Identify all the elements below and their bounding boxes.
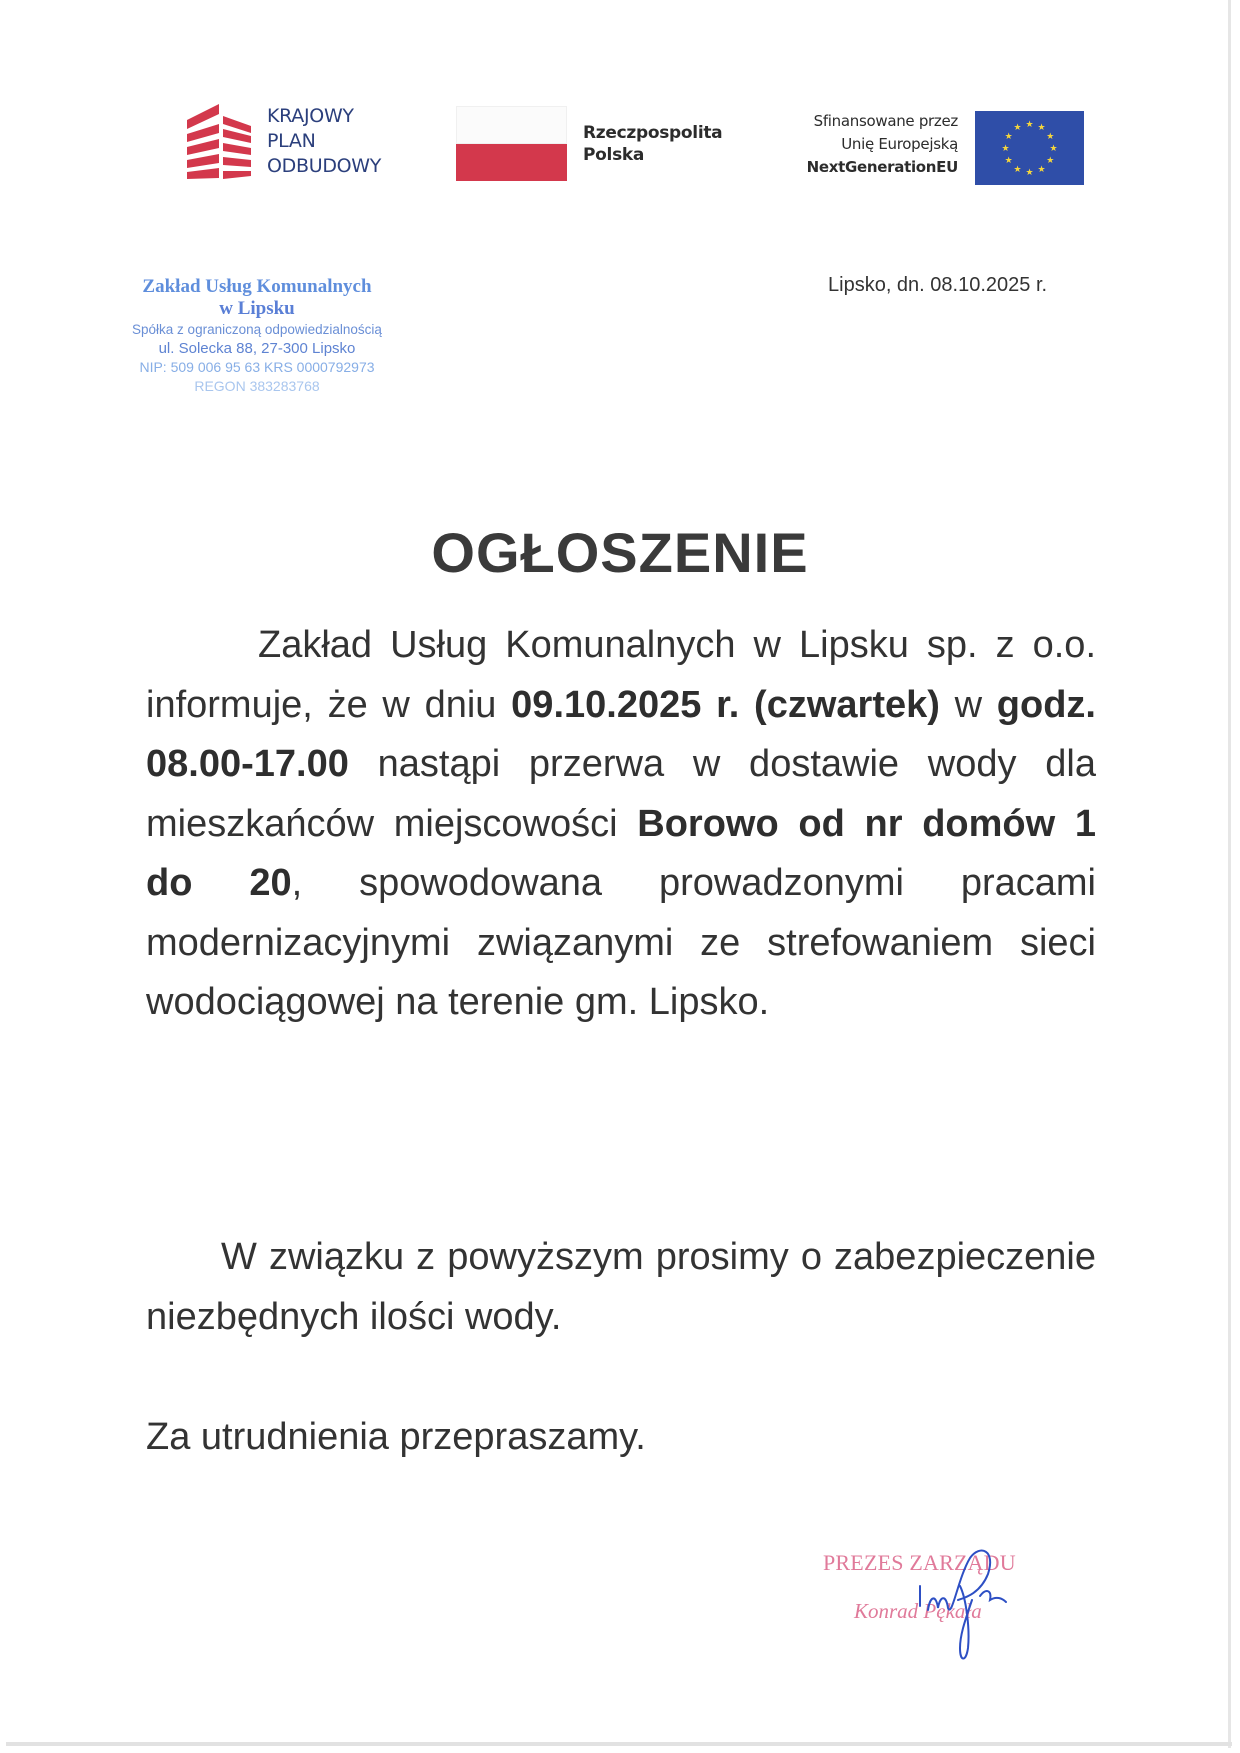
eu-star-icon: ★ — [1013, 163, 1022, 174]
signature-name: Konrad Pękała — [854, 1599, 982, 1623]
request-paragraph: W związku z powyższym prosimy o zabezpieczenie niezbędnych ilości wody. — [146, 1236, 1096, 1338]
poland-line-1: Rzeczpospolita — [583, 123, 723, 143]
p1-text-4: , spowodowana prowadzonymi pracami modernizacyjnymi związanymi ze strefowaniem sieci wodociągowej na terenie gm. Lipsko. — [146, 862, 1096, 1023]
eu-line-1: Sfinansowane przez — [813, 112, 958, 130]
eu-star-icon: ★ — [1037, 163, 1046, 174]
scan-edge-right — [1228, 0, 1231, 1748]
eu-star-icon: ★ — [1049, 143, 1058, 153]
stamp-nip-krs: NIP: 509 006 95 63 KRS 0000792973 — [139, 359, 375, 375]
eu-star-icon: ★ — [1013, 122, 1022, 133]
p1-hours: godz. 08.00-17.00 — [146, 683, 1096, 785]
eu-star-icon: ★ — [1001, 143, 1010, 153]
stamp-city: w Lipsku — [219, 298, 295, 319]
stamp-address: ul. Solecka 88, 27-300 Lipsko — [158, 340, 356, 357]
signature-block — [820, 1538, 1060, 1648]
eu-star-icon: ★ — [1025, 167, 1034, 177]
stamp-regon: REGON 383283768 — [194, 378, 320, 394]
eu-star-icon: ★ — [1046, 131, 1055, 141]
p1-text-2: w — [939, 683, 997, 726]
document-title: OGŁOSZENIE — [431, 521, 809, 584]
p1-location: Borowo od nr domów 1 do 20 — [146, 802, 1096, 904]
date-line: Lipsko, dn. 08.10.2025 r. — [828, 274, 1048, 296]
p1-text-3: nastąpi przerwa w dostawie wody dla mieszkańców miejscowości — [146, 743, 1096, 845]
eu-star-icon: ★ — [1037, 122, 1046, 133]
signature-role: PREZES ZARZĄDU — [823, 1550, 1016, 1575]
p1-date: 09.10.2025 r. (czwartek) — [511, 683, 940, 726]
eu-funding-text — [760, 110, 958, 179]
eu-star-icon: ★ — [1025, 119, 1034, 129]
flag-red-stripe — [456, 144, 567, 181]
announcement-paragraph — [146, 616, 1096, 1033]
kpo-line-2: PLAN — [267, 130, 316, 152]
poland-line-2: Polska — [583, 145, 645, 165]
eu-star-icon: ★ — [1004, 155, 1013, 165]
eu-star-icon: ★ — [1004, 131, 1013, 141]
kpo-line-3: ODBUDOWY — [267, 155, 382, 177]
p1-text-1: Zakład Usług Komunalnych w Lipsku sp. z o.o. informuje, że w dniu — [146, 624, 1096, 726]
eu-line-3: NextGenerationEU — [806, 158, 958, 176]
eu-star-icon: ★ — [1046, 155, 1055, 165]
poland-logo-text — [583, 122, 722, 166]
flag-white-stripe — [456, 106, 567, 144]
eu-stars-ring — [975, 111, 1084, 185]
eu-line-2: Unię Europejską — [841, 135, 958, 153]
apology-paragraph: Za utrudnienia przepraszamy. — [146, 1416, 646, 1458]
stamp-company-name: Zakład Usług Komunalnych — [142, 276, 372, 297]
polish-flag-icon — [456, 106, 567, 180]
eu-flag-icon — [975, 111, 1084, 185]
kpo-line-1: KRAJOWY — [267, 105, 354, 127]
company-stamp — [112, 276, 402, 396]
scan-edge-bottom — [6, 1742, 1232, 1746]
handwritten-signature-icon — [820, 1538, 1060, 1668]
kpo-building-icon — [185, 102, 255, 180]
stamp-legal-form: Spółka z ograniczoną odpowiedzialnością — [132, 322, 382, 337]
